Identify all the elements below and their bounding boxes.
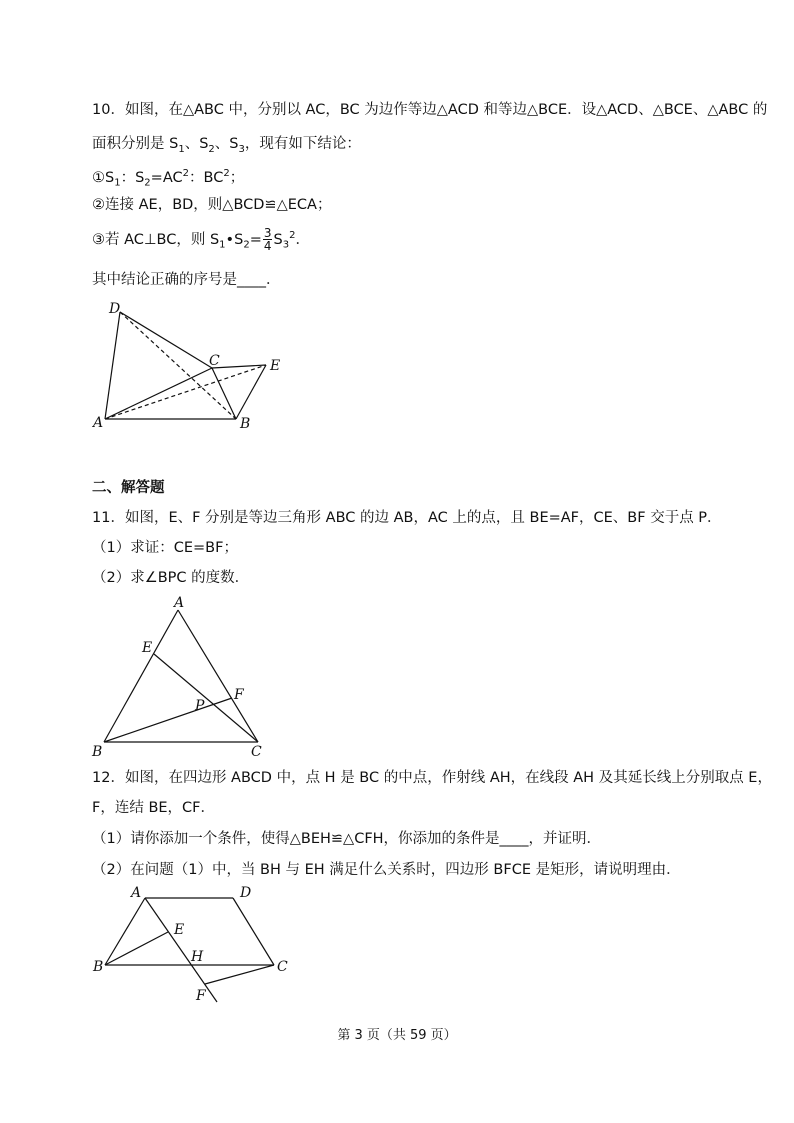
- page-footer: 第 3 页（共 59 页）: [337, 1028, 457, 1043]
- q12-line2: F，连结 BE，CF．: [92, 800, 216, 816]
- label-C: C: [251, 744, 262, 760]
- q10-figure: [90, 295, 290, 435]
- label-B: B: [93, 959, 104, 975]
- section-title: 二、解答题: [92, 480, 165, 496]
- label-F: F: [234, 687, 244, 703]
- label-D: D: [240, 885, 252, 901]
- q10-ask: 其中结论正确的序号是____．: [92, 272, 281, 288]
- label-E: E: [174, 922, 185, 938]
- label-A: A: [174, 595, 185, 611]
- q10-conclusion-2: ②连接 AE，BD，则△BCD≌△ECA；: [92, 197, 332, 213]
- q12-line1: 12．如图，在四边形 ABCD 中，点 H 是 BC 的中点，作射线 AH，在线段 AH 及其延长线上分别取点 E，: [92, 770, 772, 786]
- label-D: D: [109, 301, 121, 317]
- fraction-three-quarters: $\frac{3}{4}$: [263, 226, 272, 254]
- label-E: E: [270, 358, 281, 374]
- q11-line1: 11．如图，E、F 分别是等边三角形 ABC 的边 AB，AC 上的点，且 BE=AF，CE、BF 交于点 P．: [92, 510, 722, 526]
- label-A: A: [131, 885, 142, 901]
- q11-figure: [88, 594, 278, 764]
- q11-part2: （2）求∠BPC 的度数．: [92, 570, 250, 586]
- label-C: C: [209, 353, 220, 369]
- q10-conclusion-3: ③若 AC⊥BC，则 $S_1•S_2=$ $\frac{3}{4}$ $S_3^2$．: [92, 226, 310, 254]
- label-B: B: [240, 416, 251, 432]
- q12-figure: [90, 884, 300, 1008]
- q11-part1: （1）求证：CE=BF；: [92, 540, 238, 556]
- label-H: H: [191, 949, 204, 965]
- q10-conclusion-1: $①S_1$：$S_2=AC^2$：$BC^2$；: [92, 168, 245, 189]
- q12-part1: （1）请你添加一个条件，使得△BEH≌△CFH，你添加的条件是____，并证明．: [92, 831, 602, 847]
- q10-line2: 面积分别是 $S_1$、$S_2$、$S_3$，现有如下结论：: [92, 136, 361, 155]
- q10-line1: 10．如图，在△ABC 中，分别以 AC，BC 为边作等边△ACD 和等边△BCE．设△ACD、△BCE、△ABC 的: [92, 102, 768, 118]
- label-C: C: [277, 959, 288, 975]
- q12-part2: （2）在问题（1）中，当 BH 与 EH 满足什么关系时，四边形 BFCE 是矩形，请说明理由．: [92, 862, 681, 878]
- label-P: P: [195, 698, 205, 714]
- label-B: B: [92, 744, 103, 760]
- label-E: E: [142, 640, 153, 656]
- label-A: A: [93, 415, 104, 431]
- label-F: F: [196, 988, 206, 1004]
